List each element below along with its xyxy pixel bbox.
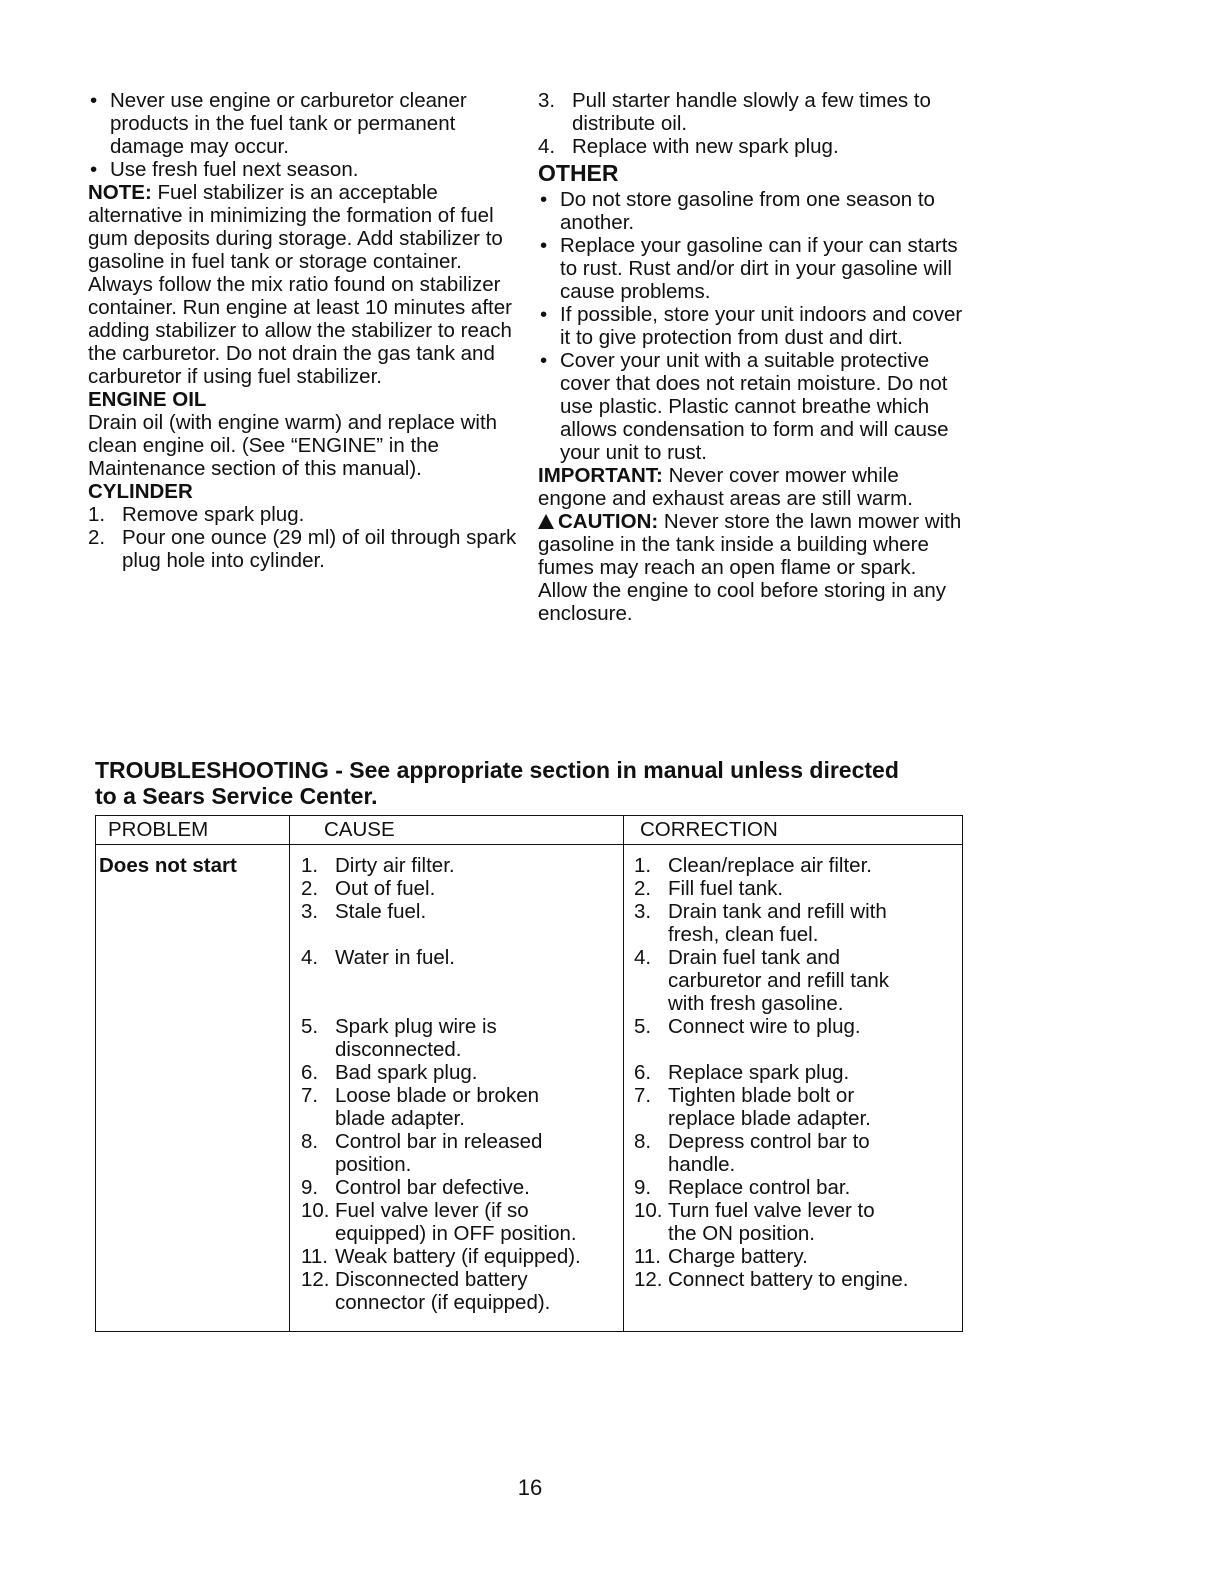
warning-triangle-icon [538, 514, 554, 529]
problem-cell: Does not start [99, 854, 237, 877]
other-bullet: • Replace your gasoline can if your can starts to rust. Rust and/or dirt in your gasoline will cause problems. [540, 234, 958, 303]
cylinder-step-2: 2. Pour one ounce (29 ml) of oil through spark plug hole into cylinder. [88, 526, 517, 572]
correction-item: 11. Charge battery. [634, 1245, 808, 1268]
caution-label: CAUTION: [558, 510, 659, 533]
table-divider [623, 816, 624, 1331]
caution-paragraph: CAUTION: Never store the lawn mower with gasoline in the tank inside a building where fumes may reach an open flame or spark. Allow the engine to cool before storing in any enclosure. [538, 510, 962, 625]
cause-item: 3. Stale fuel. [301, 900, 427, 923]
correction-item: 3. Drain tank and refill with fresh, clean fuel. [634, 900, 887, 946]
note-label: NOTE: [88, 181, 152, 204]
troubleshooting-title: TROUBLESHOOTING - See appropriate section in manual unless directed to a Sears Service Center. [95, 757, 899, 809]
cause-item: 11. Weak battery (if equipped). [301, 1245, 581, 1268]
cause-item: 9. Control bar defective. [301, 1176, 530, 1199]
important-paragraph: IMPORTANT: Never cover mower while engone and exhaust areas are still warm. [538, 464, 913, 510]
header-correction: CORRECTION [640, 818, 778, 841]
other-heading: OTHER [538, 160, 619, 186]
other-bullet: • If possible, store your unit indoors and cover it to give protection from dust and dirt. [540, 303, 963, 349]
cylinder-step-4: 4. Replace with new spark plug. [538, 135, 839, 158]
cause-item: 12. Disconnected battery connector (if equipped). [301, 1268, 551, 1314]
cause-item: 7. Loose blade or broken blade adapter. [301, 1084, 540, 1130]
fuel-bullet-2: • Use fresh fuel next season. [90, 158, 359, 181]
cause-item: 1. Dirty air filter. [301, 854, 455, 877]
engine-oil-heading: ENGINE OIL [88, 388, 207, 411]
table-header-rule [96, 844, 962, 845]
cylinder-heading: CYLINDER [88, 480, 193, 503]
cause-item: 4. Water in fuel. [301, 946, 456, 969]
cause-item: 5. Spark plug wire is disconnected. [301, 1015, 497, 1061]
correction-item: 2. Fill fuel tank. [634, 877, 784, 900]
troubleshooting-table [95, 815, 963, 1332]
other-bullet: • Do not store gasoline from one season to another. [540, 188, 935, 234]
cause-column [301, 854, 619, 1314]
right-column [538, 89, 968, 625]
left-column [88, 89, 518, 572]
page-number: 16 [517, 1475, 543, 1500]
correction-item: 4. Drain fuel tank and carburetor and refill tank with fresh gasoline. [634, 946, 890, 1015]
correction-item: 7. Tighten blade bolt or replace blade adapter. [634, 1084, 871, 1130]
other-bullet: • Cover your unit with a suitable protective cover that does not retain moisture. Do not use plastic. Plastic cannot breathe which allows condensation to form and will cause your unit to rust. [540, 349, 949, 464]
header-problem: PROBLEM [108, 818, 209, 841]
correction-item: 6. Replace spark plug. [634, 1061, 850, 1084]
correction-item: 8. Depress control bar to handle. [634, 1130, 870, 1176]
correction-item: 10. Turn fuel valve lever to the ON position. [634, 1199, 875, 1245]
correction-item: 9. Replace control bar. [634, 1176, 851, 1199]
cause-item: 2. Out of fuel. [301, 877, 436, 900]
cause-item: 10. Fuel valve lever (if so equipped) in OFF position. [301, 1199, 577, 1245]
cause-item: 6. Bad spark plug. [301, 1061, 478, 1084]
cause-item: 8. Control bar in released position. [301, 1130, 543, 1176]
cylinder-step-3: 3. Pull starter handle slowly a few times to distribute oil. [538, 89, 931, 135]
cylinder-step-1: 1. Remove spark plug. [88, 503, 305, 526]
table-divider [289, 816, 290, 1331]
header-cause: CAUSE [324, 818, 395, 841]
engine-oil-paragraph: Drain oil (with engine warm) and replace with clean engine oil. (See “ENGINE” in the Maintenance section of this manual). [88, 411, 498, 480]
note-paragraph: NOTE: Fuel stabilizer is an acceptable alternative in minimizing the formation of fuel gum deposits during storage. Add stabilizer to gasoline in fuel tank or storage container. Always follow the mix ratio found on stabilizer container. Run engine at least 10 minutes after adding stabilizer to allow the stabilizer to reach the carburetor. Do not drain the gas tank and carburetor if using fuel stabilizer. [88, 181, 512, 388]
fuel-bullet-1: • Never use engine or carburetor cleaner products in the fuel tank or permanent damage may occur. [90, 89, 467, 158]
correction-item: 12. Connect battery to engine. [634, 1268, 909, 1291]
correction-item: 1. Clean/replace air filter. [634, 854, 872, 877]
important-label: IMPORTANT: [538, 464, 663, 487]
correction-column [634, 854, 954, 1291]
correction-item: 5. Connect wire to plug. [634, 1015, 861, 1038]
